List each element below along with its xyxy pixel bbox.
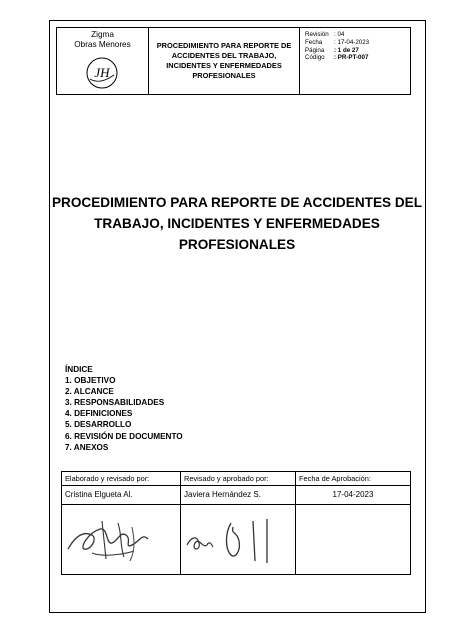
meta-value: : 17-04-2023 <box>334 38 370 46</box>
toc-item: 4. DEFINICIONES <box>65 409 133 419</box>
header-title: PROCEDIMIENTO PARA REPORTE DE ACCIDENTES DEL TRABAJO, INCIDENTES Y ENFERMEDADES PROFESIONALES <box>149 28 300 94</box>
company-name-line1: Zigma <box>91 30 114 39</box>
company-logo-icon <box>84 55 120 91</box>
company-logo-cell <box>57 28 149 94</box>
elaborated-label: Elaborado y revisado por: <box>62 472 180 486</box>
approval-date-blank <box>296 505 410 574</box>
approval-date-column <box>296 472 410 574</box>
toc-item: 6. REVISIÓN DE DOCUMENTO <box>65 431 183 441</box>
meta-label: Fecha <box>305 38 323 46</box>
approval-table <box>61 471 411 575</box>
toc-item: 3. RESPONSABILIDADES <box>65 398 165 408</box>
approval-date-label: Fecha de Aprobación: <box>296 472 410 486</box>
meta-label: Código <box>305 54 325 62</box>
approval-date-value: 17-04-2023 <box>296 486 410 505</box>
meta-row-code <box>305 54 410 62</box>
meta-label: Página <box>305 46 325 54</box>
toc-item: 5. DESARROLLO <box>65 420 132 430</box>
approved-name: Javiera Hernández S. <box>181 486 295 505</box>
meta-value: : PR-PT-007 <box>334 54 369 62</box>
company-name-line2: Obras Menores <box>74 40 131 49</box>
meta-row-date <box>305 39 410 47</box>
toc-item: 1. OBJETIVO <box>65 376 116 386</box>
meta-row-revision <box>305 31 410 39</box>
approved-signature <box>181 505 295 574</box>
toc-item: 2. ALCANCE <box>65 387 114 397</box>
approved-label: Revisado y aprobado por: <box>181 472 295 486</box>
elaborated-name: Cristina Elgueta Al. <box>62 486 180 505</box>
table-of-contents <box>65 364 183 453</box>
header-meta <box>300 28 410 94</box>
elaborated-signature <box>62 505 180 574</box>
signature-image <box>181 505 296 575</box>
document-header <box>56 27 411 95</box>
signature-image <box>62 505 181 575</box>
meta-value: : 1 de 27 <box>334 46 359 54</box>
toc-title: ÍNDICE <box>65 365 93 374</box>
toc-item: 7. ANEXOS <box>65 442 109 452</box>
company-name <box>57 30 148 50</box>
elaborated-column <box>62 472 181 574</box>
document-title: PROCEDIMIENTO PARA REPORTE DE ACCIDENTES DEL TRABAJO, INCIDENTES Y ENFERMEDADES PROFESIONALES <box>51 195 423 252</box>
meta-row-page <box>305 47 410 55</box>
logo-monogram: JH <box>94 65 110 80</box>
meta-value: : 04 <box>334 31 345 38</box>
meta-label: Revisión <box>305 31 329 38</box>
approved-column <box>181 472 296 574</box>
